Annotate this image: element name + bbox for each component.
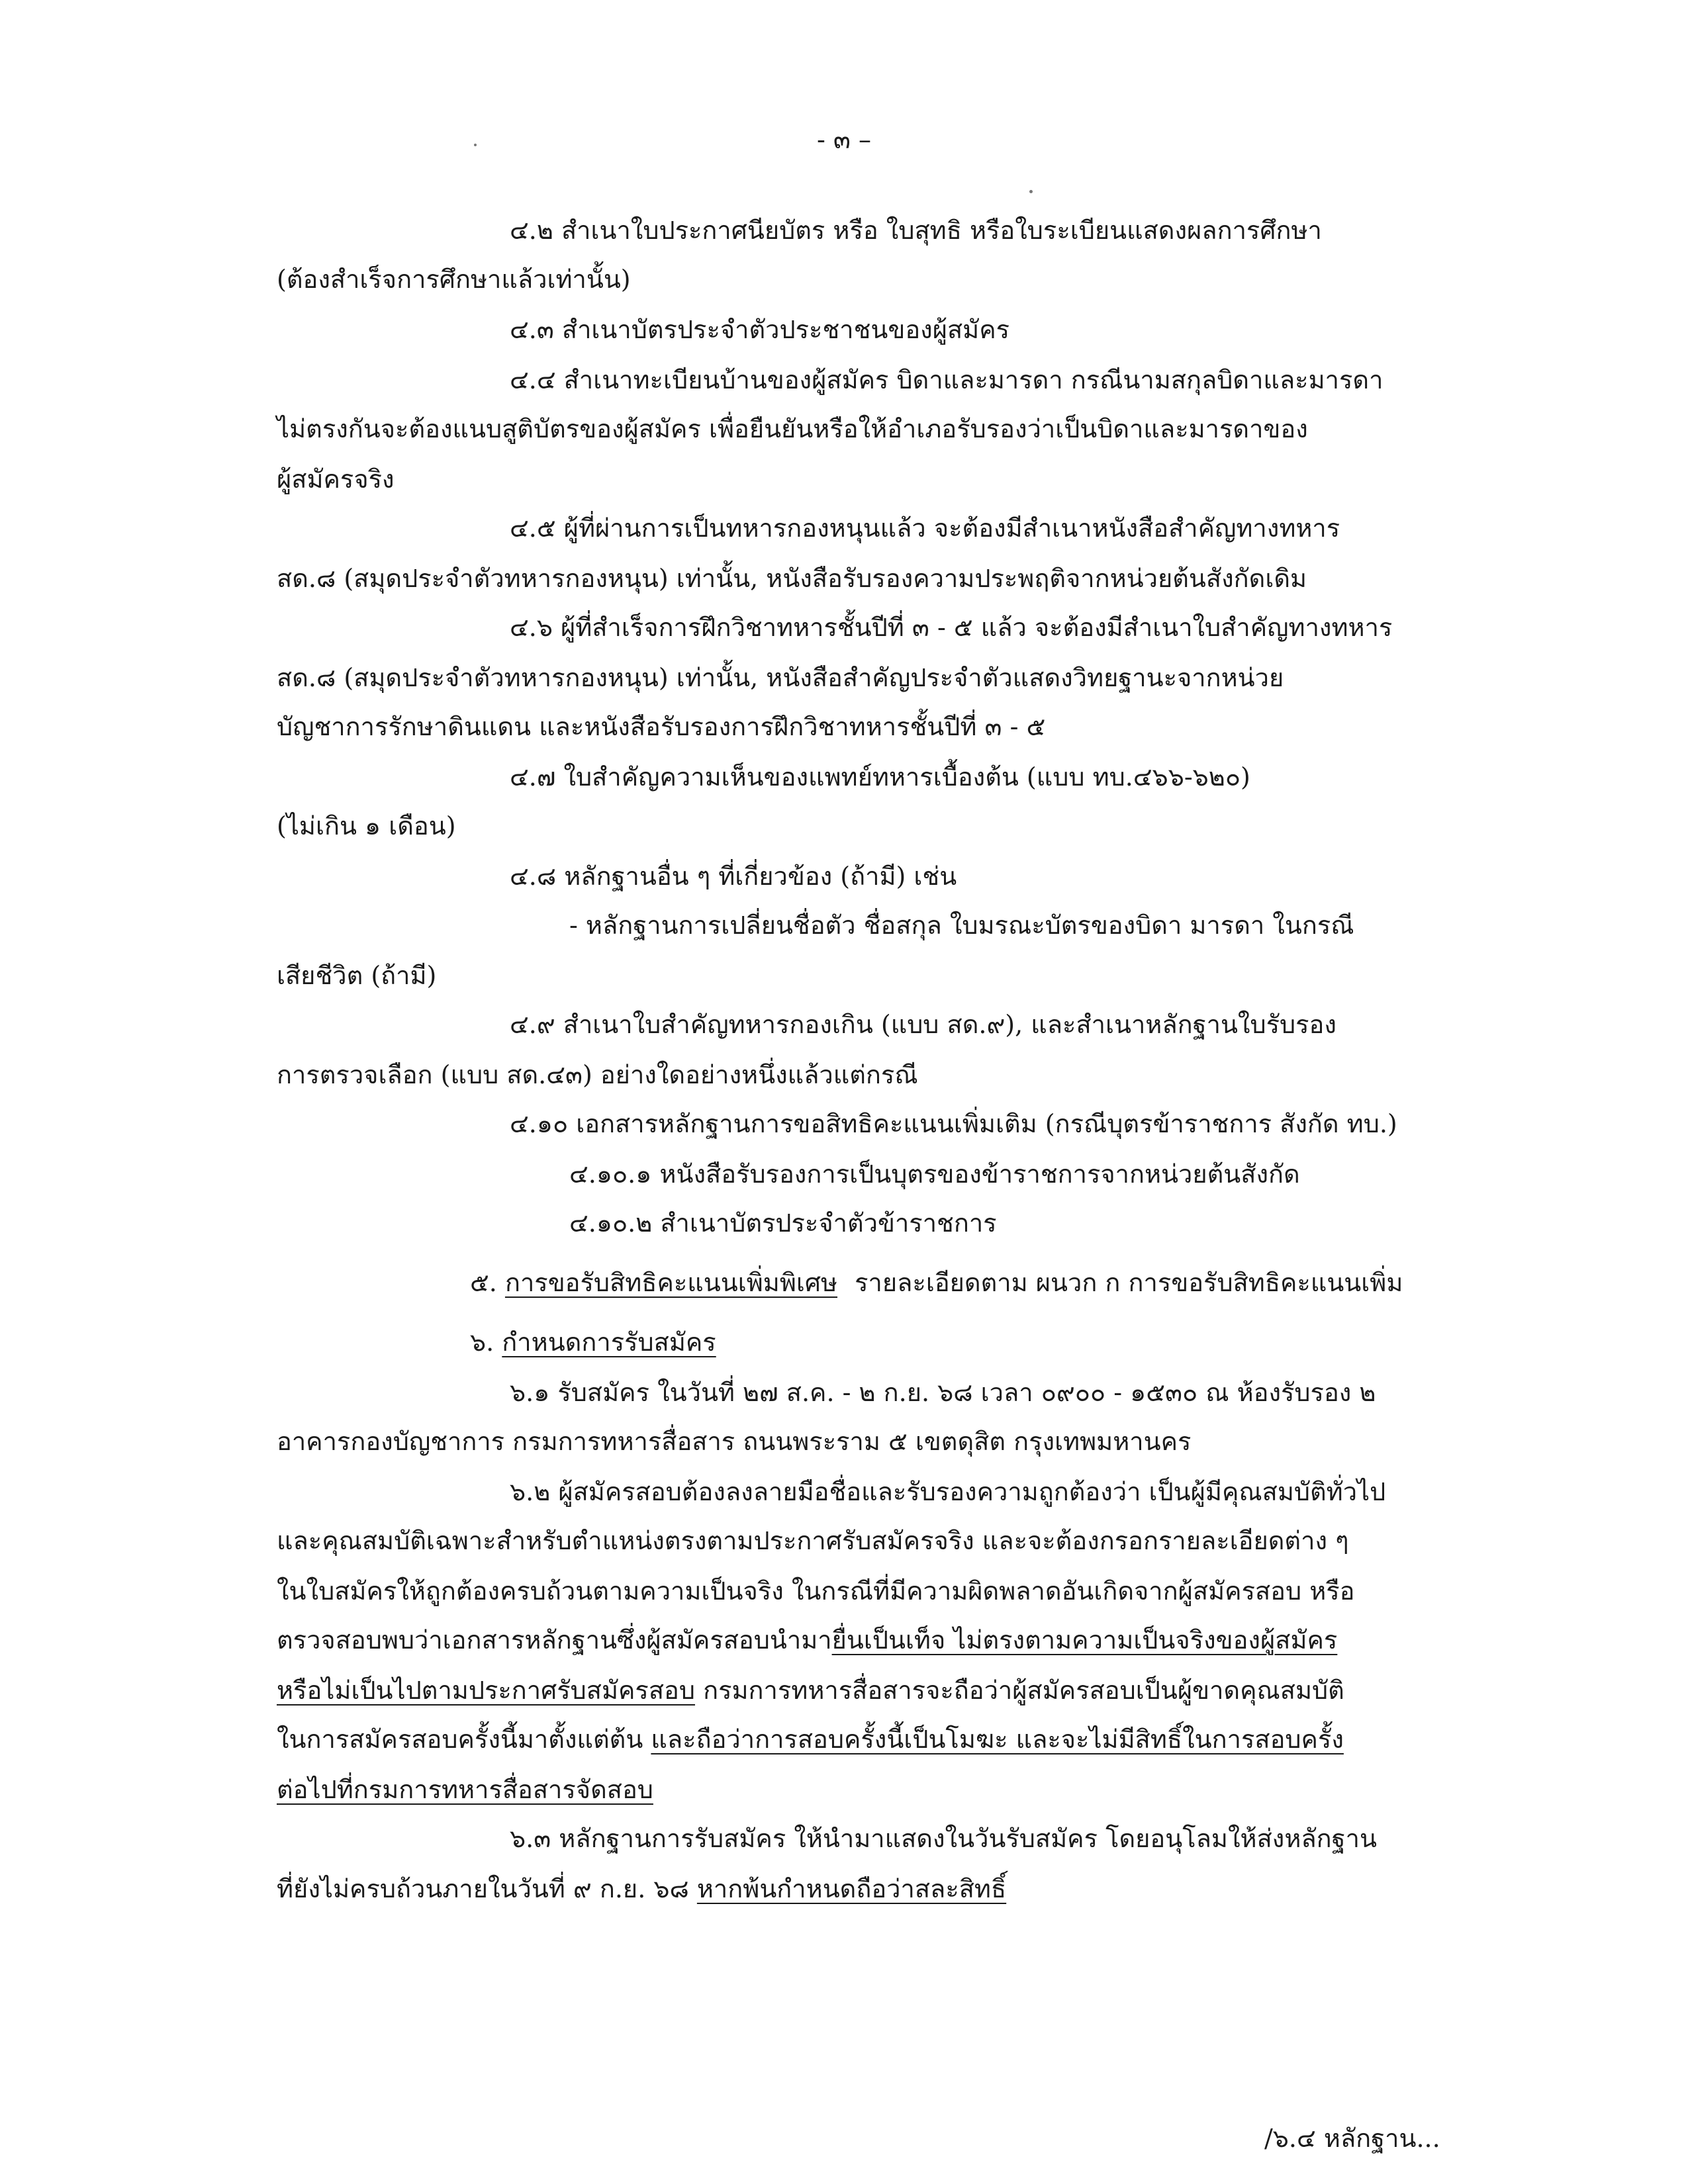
item-4-8-sub-line-1: - หลักฐานการเปลี่ยนชื่อตัว ชื่อสกุล ใบมรณะบัตรของบิดา มารดา ในกรณี xyxy=(569,911,1354,940)
item-6-2-line-6-text: ในการสมัครสอบครั้งนี้มาตั้งแต่ต้น xyxy=(277,1725,651,1754)
continued-footer: /๖.๔ หลักฐาน... xyxy=(1264,2124,1440,2153)
item-6-2-line-5 xyxy=(277,1673,1344,1707)
item-6-3-deadline-warning: หากพ้นกำหนดถือว่าสละสิทธิ์ xyxy=(696,1874,1007,1903)
item-4-4-line-1: ๔.๔ สำเนาทะเบียนบ้านของผู้สมัคร บิดาและมารดา กรณีนามสกุลบิดาและมารดา xyxy=(510,365,1383,394)
item-4-8: ๔.๘ หลักฐานอื่น ๆ ที่เกี่ยวข้อง (ถ้ามี) เช่น xyxy=(510,862,957,891)
item-6-1-line-2: อาคารกองบัญชาการ กรมการทหารสื่อสาร ถนนพระราม ๕ เขตดุสิต กรุงเทพมหานคร xyxy=(277,1427,1192,1456)
item-4-6-line-1: ๔.๖ ผู้ที่สำเร็จการฝึกวิชาทหารชั้นปีที่ ๓ - ๕ แล้ว จะต้องมีสำเนาใบสำคัญทางทหาร xyxy=(510,613,1393,642)
section-5-text: รายละเอียดตาม ผนวก ก การขอรับสิทธิคะแนนเพิ่ม xyxy=(855,1268,1403,1297)
item-6-2-void-warning-continued: ต่อไปที่กรมการทหารสื่อสารจัดสอบ xyxy=(277,1775,653,1804)
section-6-heading xyxy=(470,1325,716,1359)
item-6-2-not-as-announced-warning: หรือไม่เป็นไปตามประกาศรับสมัครสอบ xyxy=(277,1676,695,1705)
item-4-5-line-1: ๔.๕ ผู้ที่ผ่านการเป็นทหารกองหนุนแล้ว จะต้องมีสำเนาหนังสือสำคัญทางทหาร xyxy=(510,514,1340,543)
item-4-4-line-3: ผู้สมัครจริง xyxy=(277,465,395,494)
section-5-title: การขอรับสิทธิคะแนนเพิ่มพิเศษ xyxy=(504,1268,838,1297)
item-4-9-line-1: ๔.๙ สำเนาใบสำคัญทหารกองเกิน (แบบ สด.๙), และสำเนาหลักฐานใบรับรอง xyxy=(510,1010,1336,1039)
item-6-2-line-2: และคุณสมบัติเฉพาะสำหรับตำแหน่งตรงตามประกาศรับสมัครจริง และจะต้องกรอกรายละเอียดต่าง ๆ xyxy=(277,1526,1349,1555)
item-6-2-line-4-text: ตรวจสอบพบว่าเอกสารหลักฐานซึ่งผู้สมัครสอบนำมา xyxy=(277,1625,832,1655)
item-4-10-2: ๔.๑๐.๒ สำเนาบัตรประจำตัวข้าราชการ xyxy=(569,1208,997,1238)
item-4-7-line-1: ๔.๗ ใบสำคัญความเห็นของแพทย์ทหารเบื้องต้น (แบบ ทบ.๔๖๖-๖๒๐) xyxy=(510,762,1250,792)
item-4-3: ๔.๓ สำเนาบัตรประจำตัวประชาชนของผู้สมัคร xyxy=(510,315,1010,344)
item-4-10: ๔.๑๐ เอกสารหลักฐานการขอสิทธิคะแนนเพิ่มเติม (กรณีบุตรข้าราชการ สังกัด ทบ.) xyxy=(510,1109,1397,1138)
item-6-2-line-3: ในใบสมัครให้ถูกต้องครบถ้วนตามความเป็นจริง ในกรณีที่มีความผิดพลาดอันเกิดจากผู้สมัครสอบ หรือ xyxy=(277,1576,1355,1606)
item-4-5-line-2: สด.๘ (สมุดประจำตัวทหารกองหนุน) เท่านั้น, หนังสือรับรองความประพฤติจากหน่วยต้นสังกัดเดิม xyxy=(277,564,1307,593)
item-6-2-line-6 xyxy=(277,1722,1344,1756)
item-4-4-line-2: ไม่ตรงกันจะต้องแนบสูติบัตรของผู้สมัคร เพื่อยืนยันหรือให้อำเภอรับรองว่าเป็นบิดาและมารดาของ xyxy=(277,414,1308,443)
section-5 xyxy=(470,1265,1403,1300)
item-6-2-line-5-text: กรมการทหารสื่อสารจะถือว่าผู้สมัครสอบเป็นผู้ขาดคุณสมบัติ xyxy=(694,1676,1344,1705)
item-6-2-line-1: ๖.๒ ผู้สมัครสอบต้องลงลายมือชื่อและรับรองความถูกต้องว่า เป็นผู้มีคุณสมบัติทั่วไป xyxy=(510,1477,1386,1506)
item-4-7-line-2: (ไม่เกิน ๑ เดือน) xyxy=(277,811,456,841)
item-6-1-line-1: ๖.๑ รับสมัคร ในวันที่ ๒๗ ส.ค. - ๒ ก.ย. ๖๘ เวลา ๐๙๐๐ - ๑๕๓๐ ณ ห้องรับรอง ๒ xyxy=(510,1378,1376,1407)
item-6-3-line-2-text: ที่ยังไม่ครบถ้วนภายในวันที่ ๙ ก.ย. ๖๘ xyxy=(277,1874,697,1903)
item-4-2-line-2: (ต้องสำเร็จการศึกษาแล้วเท่านั้น) xyxy=(277,265,631,294)
scan-speck xyxy=(1029,190,1033,193)
page-number: - ๓ – xyxy=(817,125,871,154)
item-4-8-sub-line-2: เสียชีวิต (ถ้ามี) xyxy=(277,961,437,990)
item-4-6-line-2: สด.๘ (สมุดประจำตัวทหารกองหนุน) เท่านั้น, หนังสือสำคัญประจำตัวแสดงวิทยฐานะจากหน่วย xyxy=(277,663,1284,692)
item-4-6-line-3: บัญชาการรักษาดินแดน และหนังสือรับรองการฝึกวิชาทหารชั้นปีที่ ๓ - ๕ xyxy=(277,712,1046,741)
scan-speck xyxy=(474,144,477,146)
item-6-3-line-1: ๖.๓ หลักฐานการรับสมัคร ให้นำมาแสดงในวันรับสมัคร โดยอนุโลมให้ส่งหลักฐาน xyxy=(510,1824,1377,1853)
section-6-number: ๖. xyxy=(470,1328,494,1357)
item-4-9-line-2: การตรวจเลือก (แบบ สด.๔๓) อย่างใดอย่างหนึ่งแล้วแต่กรณี xyxy=(277,1060,918,1089)
item-6-2-void-warning: และถือว่าการสอบครั้งนี้เป็นโมฆะ และจะไม่มีสิทธิ์ในการสอบครั้ง xyxy=(651,1725,1344,1754)
item-6-3-line-2 xyxy=(277,1872,1006,1906)
item-6-2-false-document-warning: ยื่นเป็นเท็จ ไม่ตรงตามความเป็นจริงของผู้สมัคร xyxy=(831,1625,1338,1655)
item-6-2-line-4 xyxy=(277,1623,1337,1657)
section-6-title: กำหนดการรับสมัคร xyxy=(502,1328,716,1357)
item-4-10-1: ๔.๑๐.๑ หนังสือรับรองการเป็นบุตรของข้าราชการจากหน่วยต้นสังกัด xyxy=(569,1160,1300,1189)
item-4-2-line-1: ๔.๒ สำเนาใบประกาศนียบัตร หรือ ใบสุทธิ หรือใบระเบียนแสดงผลการศึกษา xyxy=(510,216,1322,245)
section-5-number: ๕. xyxy=(470,1268,497,1297)
item-6-2-line-7 xyxy=(277,1772,653,1807)
